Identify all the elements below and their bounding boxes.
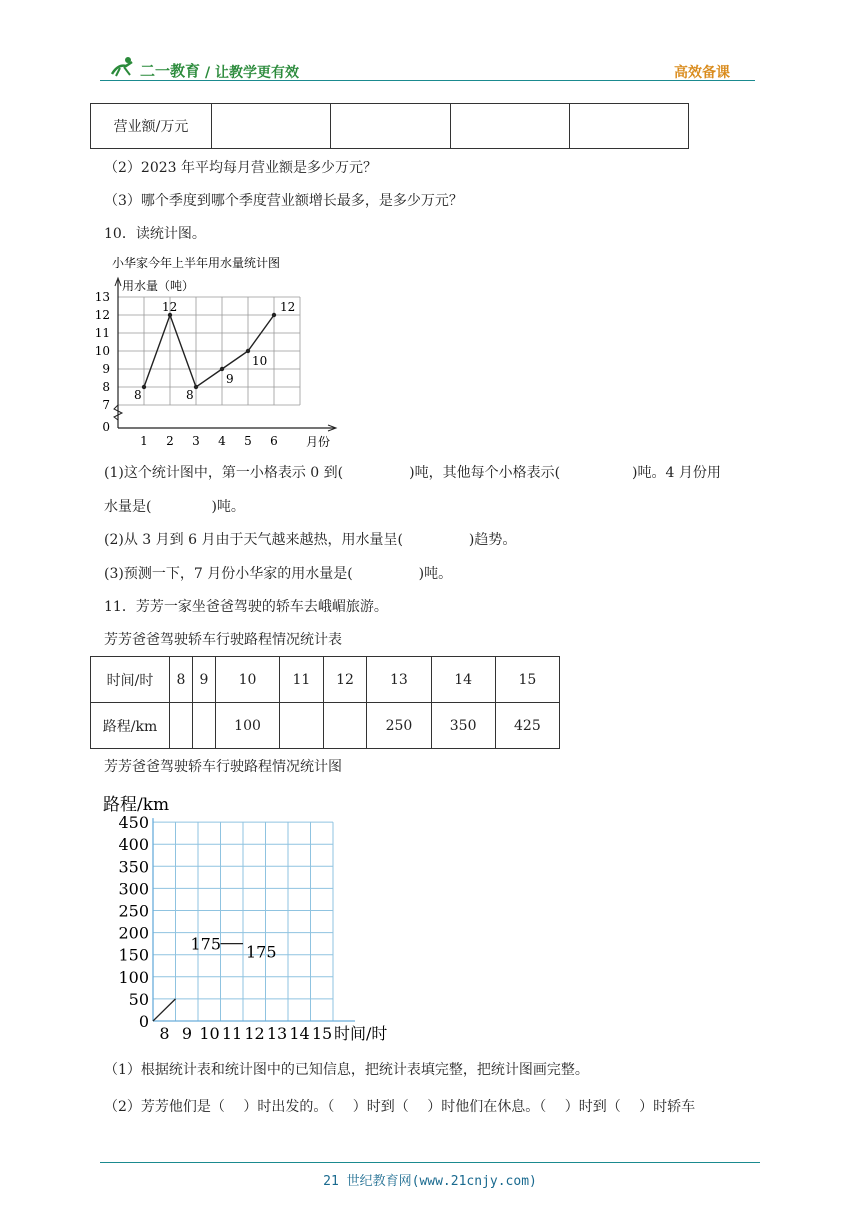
y-tick-label: 350 — [118, 857, 149, 877]
x-tick-label: 11 — [221, 1024, 243, 1043]
data-point — [220, 367, 224, 371]
hour-cell: 14 — [431, 657, 495, 703]
x-axis-label: 月份 — [306, 435, 331, 449]
distance-cell[interactable] — [192, 703, 215, 749]
header-slogan: / 让教学更有效 — [205, 65, 299, 81]
q11-chart-caption: 芳芳爸爸驾驶轿车行驶路程情况统计图 — [104, 759, 342, 775]
x-tick-label: 4 — [218, 434, 226, 448]
x-tick-label: 10 — [199, 1024, 220, 1043]
q10-s1-line1 — [104, 463, 721, 483]
y-tick-label: 11 — [94, 326, 110, 340]
series-segment — [153, 999, 176, 1021]
distance-cell: 100 — [215, 703, 279, 749]
revenue-cell[interactable] — [212, 104, 331, 149]
logo-text: 二一教育 — [140, 62, 201, 80]
y-tick-label: 250 — [118, 901, 149, 921]
y-tick-label: 450 — [118, 813, 149, 833]
data-label: 12 — [280, 300, 296, 314]
q10-s1b: )吨，其他每个小格表示( — [409, 465, 561, 481]
y-tick-label: 0 — [138, 1012, 149, 1031]
distance-cell[interactable] — [323, 703, 367, 749]
revenue-cell[interactable] — [569, 104, 688, 149]
revenue-cell[interactable] — [450, 104, 569, 149]
x-tick-label: 2 — [166, 434, 174, 448]
y-tick-label: 200 — [118, 923, 149, 943]
trip-table — [90, 656, 560, 749]
y-tick-label: 400 — [118, 835, 149, 855]
data-label: 10 — [252, 354, 268, 368]
data-point — [272, 313, 276, 317]
q11-s1: （1）根据统计表和统计图中的已知信息，把统计表填完整，把统计图画完整。 — [104, 1062, 589, 1078]
data-point — [142, 385, 146, 389]
data-label: 12 — [162, 300, 178, 314]
y-tick-label: 8 — [102, 380, 110, 394]
data-point — [246, 349, 250, 353]
hour-cell: 13 — [367, 657, 431, 703]
y-tick-label: 9 — [102, 362, 110, 376]
hour-cell: 9 — [192, 657, 215, 703]
footer-text: 21 世纪教育网(www.21cnjy.com) — [323, 1174, 537, 1189]
q10-s1-line2 — [104, 497, 245, 517]
q9-part3: （3）哪个季度到哪个季度营业额增长最多，是多少万元？ — [104, 193, 463, 209]
data-point — [194, 385, 198, 389]
hour-cell: 8 — [170, 657, 193, 703]
footer-divider — [100, 1162, 760, 1163]
distance-cell[interactable] — [280, 703, 324, 749]
hour-cell: 10 — [215, 657, 279, 703]
data-label: 8 — [186, 388, 194, 402]
distance-cell: 425 — [495, 703, 559, 749]
q10-s3 — [104, 564, 452, 584]
row-header-time: 时间/时 — [91, 657, 170, 703]
x-tick-label: 5 — [244, 434, 252, 448]
distance-cell[interactable] — [170, 703, 193, 749]
y-tick-label: 12 — [94, 308, 110, 322]
chart-axes — [114, 278, 336, 431]
x-tick-label: 15 — [311, 1024, 333, 1043]
y-tick-label: 100 — [118, 967, 149, 987]
data-label: 175 — [246, 942, 277, 962]
q11-s2: （2）芳芳他们是（ ）时出发的。（ ）时到（ ）时他们在休息。（ ）时到（ ）时轿车 — [104, 1099, 696, 1115]
q11-table-caption: 芳芳爸爸驾驶轿车行驶路程情况统计表 — [104, 632, 342, 648]
y-tick-label: 50 — [128, 989, 149, 1009]
q10-s3b: )吨。 — [418, 566, 453, 582]
x-tick-label: 9 — [181, 1024, 193, 1043]
y-tick-label: 7 — [102, 398, 110, 412]
q10-s2b: )趋势。 — [468, 532, 517, 548]
water-usage-chart — [90, 250, 350, 450]
x-tick-label: 13 — [266, 1024, 288, 1043]
row-header-distance: 路程/km — [91, 703, 170, 749]
q10-s1c: )吨。4 月份用 — [632, 465, 721, 481]
y-tick-label: 13 — [94, 290, 110, 304]
x-tick-label: 8 — [159, 1024, 170, 1043]
y-tick-label: 150 — [118, 945, 149, 965]
x-tick-label: 12 — [244, 1024, 265, 1043]
distance-cell: 350 — [431, 703, 495, 749]
q10-title: 10．读统计图。 — [104, 226, 206, 242]
hour-cell: 11 — [280, 657, 324, 703]
header-logo-icon — [108, 56, 138, 78]
q10-s2a: (2)从 3 月到 6 月由于天气越来越热，用水量呈( — [104, 532, 403, 548]
header-right-tag: 高效备课 — [674, 65, 730, 81]
q10-s1e: )吨。 — [211, 499, 245, 515]
hour-cell: 12 — [323, 657, 367, 703]
y-tick-label: 300 — [118, 879, 149, 899]
chart-title: 小华家今年上半年用水量统计图 — [112, 256, 281, 270]
data-label: 175 — [190, 934, 222, 954]
revenue-cell[interactable] — [331, 104, 450, 149]
q10-s2 — [104, 530, 516, 550]
header-divider — [100, 80, 755, 81]
data-label: 8 — [134, 388, 142, 402]
y-axis-label: 路程/km — [103, 795, 170, 815]
x-tick-label: 6 — [270, 434, 278, 448]
chart-grid — [153, 818, 355, 1021]
x-tick-label: 14 — [289, 1024, 310, 1043]
x-tick-label: 3 — [192, 434, 200, 448]
revenue-label-cell: 营业额/万元 — [91, 104, 212, 149]
q10-s3a: (3)预测一下，7 月份小华家的用水量是( — [104, 566, 353, 582]
revenue-table — [90, 103, 689, 149]
x-tick-label: 1 — [140, 434, 148, 448]
y-tick-label: 10 — [94, 344, 110, 358]
trip-distance-chart — [95, 788, 405, 1048]
data-label: 9 — [226, 372, 234, 386]
q9-part2: （2）2023 年平均每月营业额是多少万元？ — [104, 160, 377, 176]
x-axis-label: 时间/时 — [334, 1024, 388, 1043]
distance-cell: 250 — [367, 703, 431, 749]
y-tick-label: 0 — [102, 420, 110, 434]
y-axis-label: 用水量（吨） — [122, 279, 195, 293]
q10-s1a: (1)这个统计图中，第一小格表示 0 到( — [104, 465, 344, 481]
q11-title: 11．芳芳一家坐爸爸驾驶的轿车去峨嵋旅游。 — [104, 599, 388, 615]
q10-s1d: 水量是( — [104, 499, 152, 515]
chart-grid — [118, 297, 300, 405]
hour-cell: 15 — [495, 657, 559, 703]
